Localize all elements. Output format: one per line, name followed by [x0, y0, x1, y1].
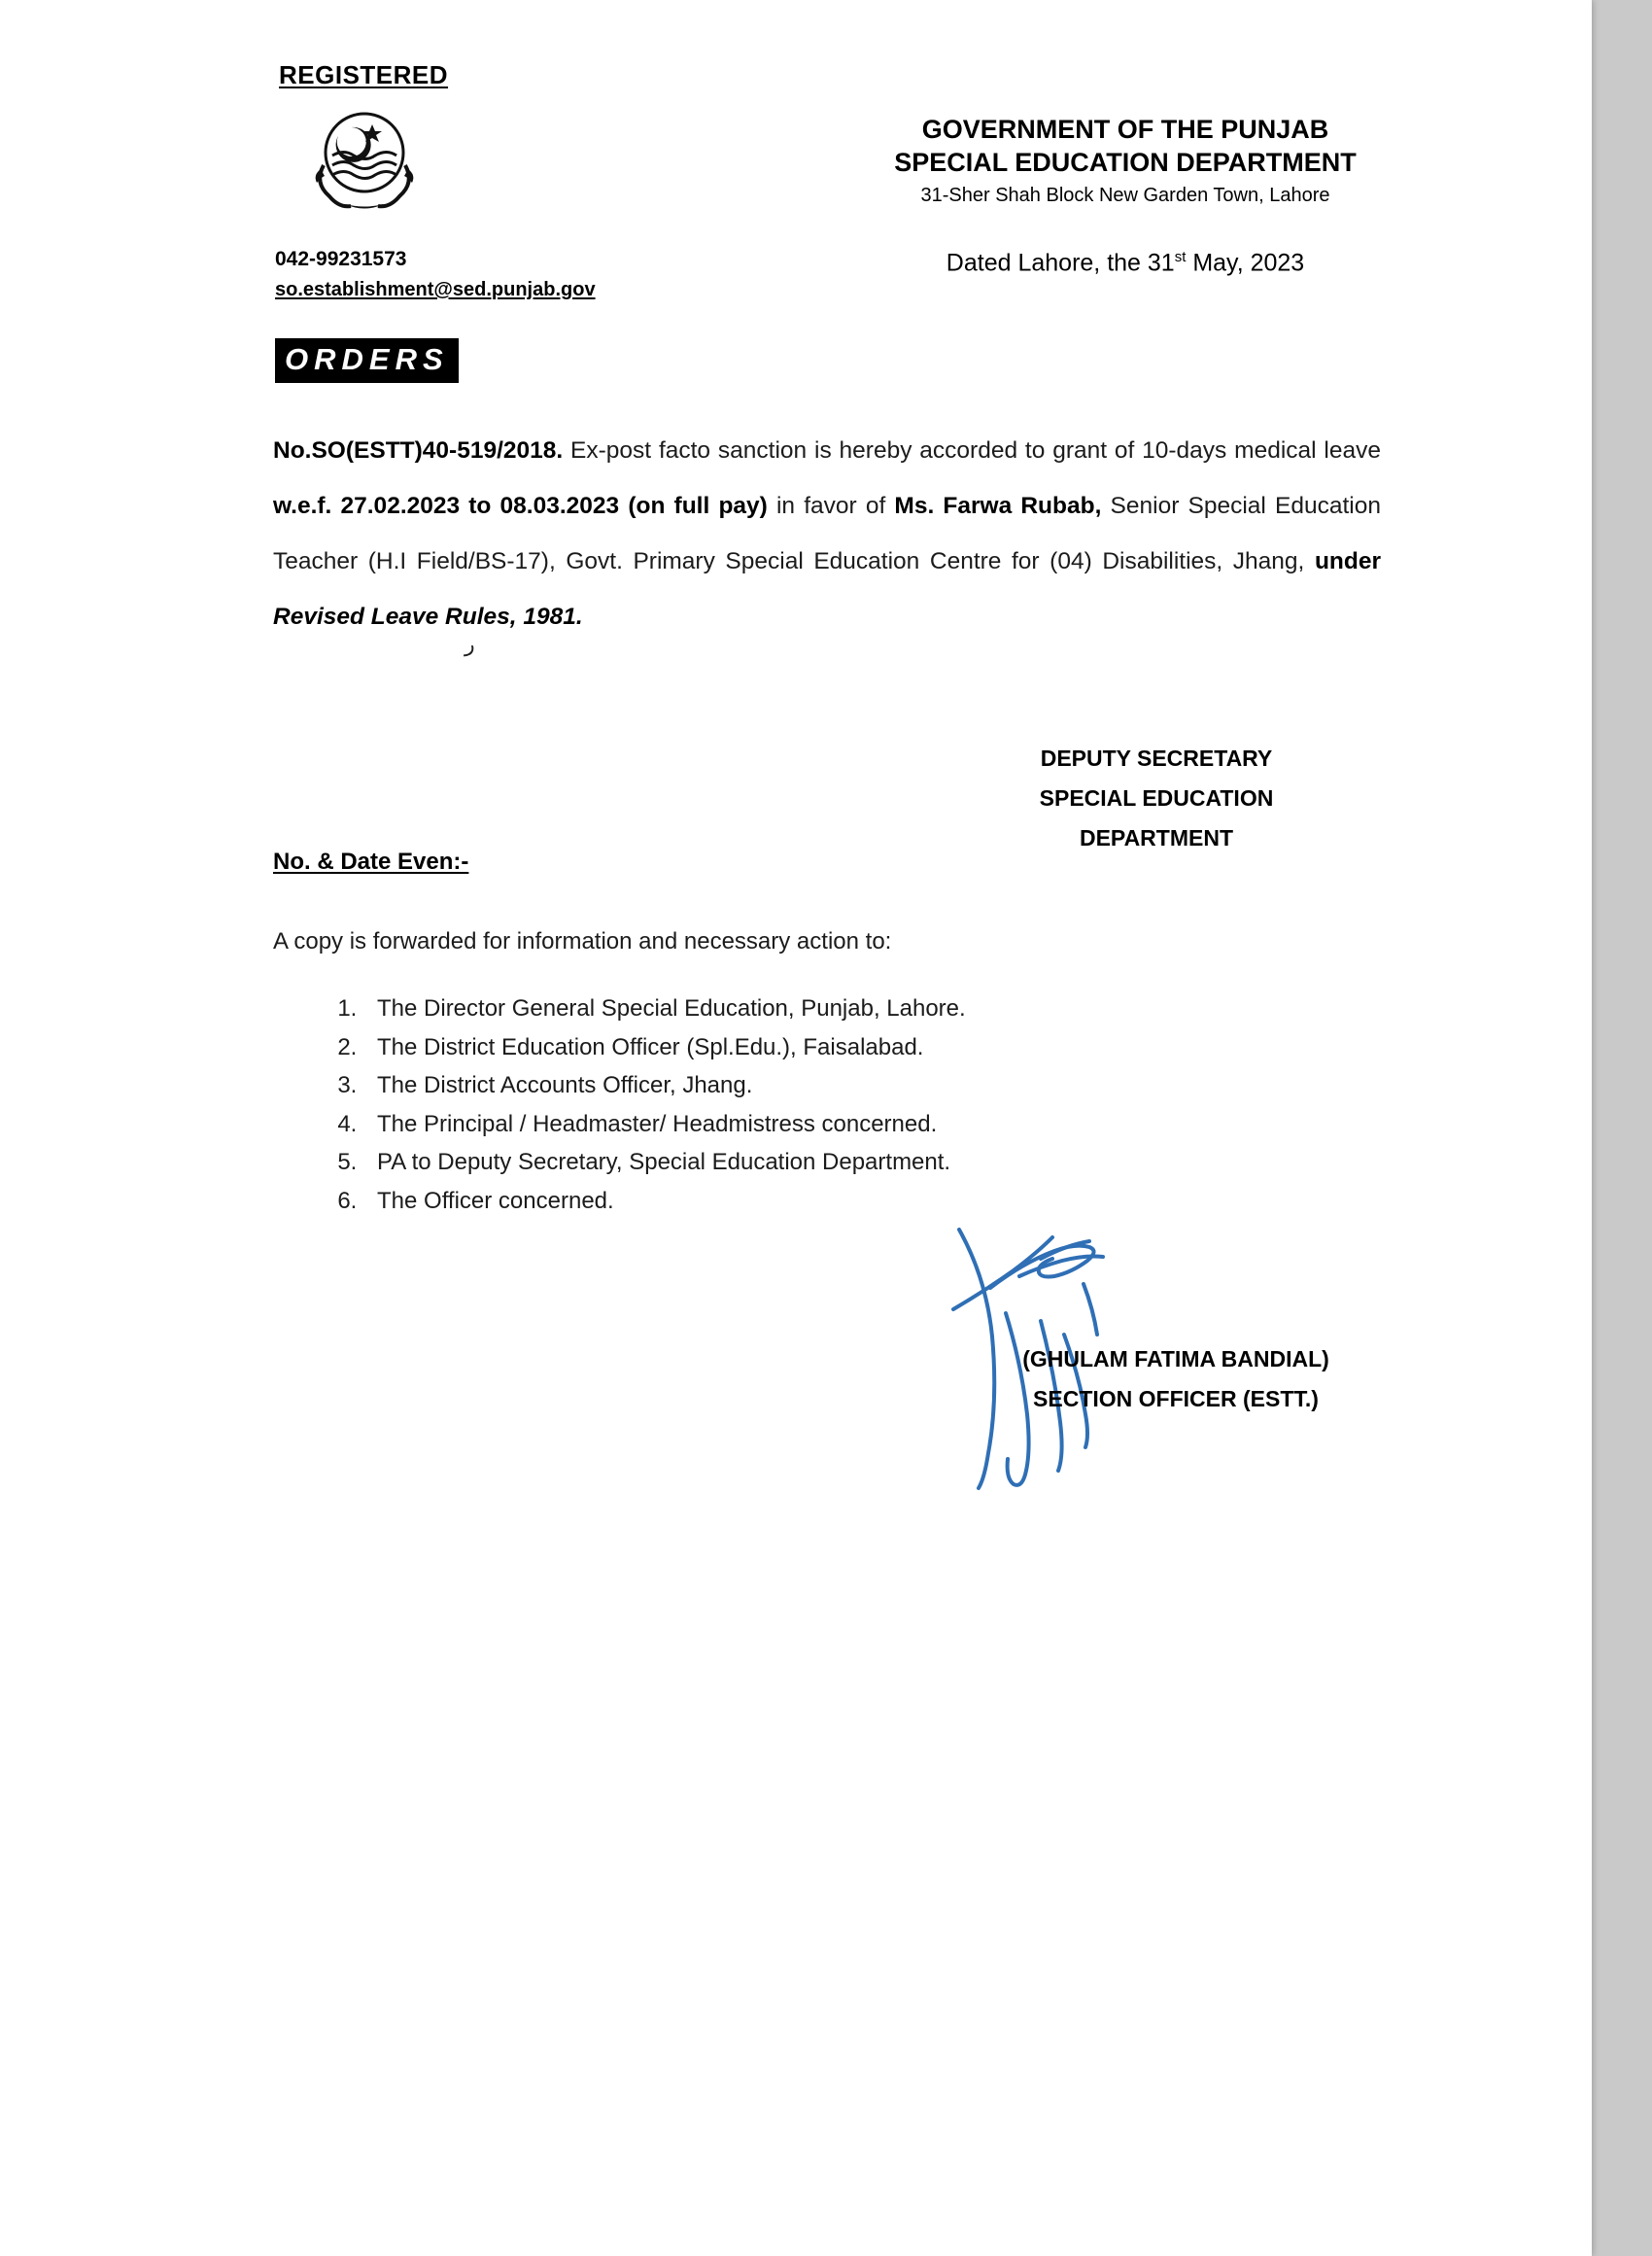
office-address: 31-Sher Shah Block New Garden Town, Lahore	[920, 185, 1330, 206]
office-phone: 042-99231573	[275, 248, 407, 270]
list-item: 3. The District Accounts Officer, Jhang.	[363, 1066, 1238, 1105]
distribution-list	[321, 989, 1238, 1220]
signer-name: (GHULAM FATIMA BANDIAL)	[1022, 1346, 1329, 1371]
leave-period: w.e.f. 27.02.2023 to 08.03.2023 (on full pay)	[273, 493, 768, 519]
reference-number: No.SO(ESTT)40-519/2018.	[273, 437, 564, 464]
government-title-line1: GOVERNMENT OF THE PUNJAB	[921, 115, 1329, 144]
dated-ordinal-suffix: st	[1174, 249, 1187, 265]
no-and-date-even-label: No. & Date Even:-	[273, 849, 469, 875]
signer-title: SECTION OFFICER (ESTT.)	[1033, 1386, 1319, 1411]
office-email: so.establishment@sed.punjab.gov	[275, 279, 596, 300]
officer-name: Ms. Farwa Rubab,	[894, 493, 1102, 519]
leave-rules: Revised Leave Rules, 1981.	[273, 604, 583, 630]
body-sentence-part3: Senior Special Education Teacher (H.I Field/BS-17), Govt. Primary Special Education Centre for (04) Disabilities, Jhang,	[273, 493, 1381, 574]
dated-prefix: Dated Lahore, the 31	[946, 249, 1175, 277]
list-item: 2. The District Education Officer (Spl.Edu.), Faisalabad.	[363, 1028, 1238, 1067]
list-item: 1. The Director General Special Education, Punjab, Lahore.	[363, 989, 1238, 1028]
list-item: 4. The Principal / Headmaster/ Headmistress concerned.	[363, 1105, 1238, 1144]
pen-tick-mark: ر	[465, 632, 475, 656]
order-body-text	[273, 423, 1381, 644]
orders-heading: ORDERS	[275, 338, 459, 383]
approver-block	[952, 739, 1360, 858]
registered-label: REGISTERED	[279, 60, 449, 89]
list-item: 6. The Officer concerned.	[363, 1182, 1238, 1221]
body-sentence-part2: in favor of	[767, 493, 895, 519]
dated-suffix: May, 2023	[1186, 249, 1305, 277]
approver-line2: SPECIAL EDUCATION	[1039, 785, 1274, 811]
list-item: 5. PA to Deputy Secretary, Special Education Department.	[363, 1143, 1238, 1182]
approver-line1: DEPUTY SECRETARY	[1040, 746, 1273, 771]
approver-line3: DEPARTMENT	[1079, 825, 1233, 850]
under-label: under	[1314, 548, 1381, 574]
body-sentence-part1: Ex-post facto sanction is hereby accorded to grant of 10-days medical leave	[563, 437, 1381, 464]
punjab-government-emblem-icon	[292, 109, 437, 216]
government-title-line2: SPECIAL EDUCATION DEPARTMENT	[894, 148, 1357, 177]
dated-line	[814, 249, 1436, 277]
distribution-intro: A copy is forwarded for information and necessary action to:	[273, 928, 892, 954]
